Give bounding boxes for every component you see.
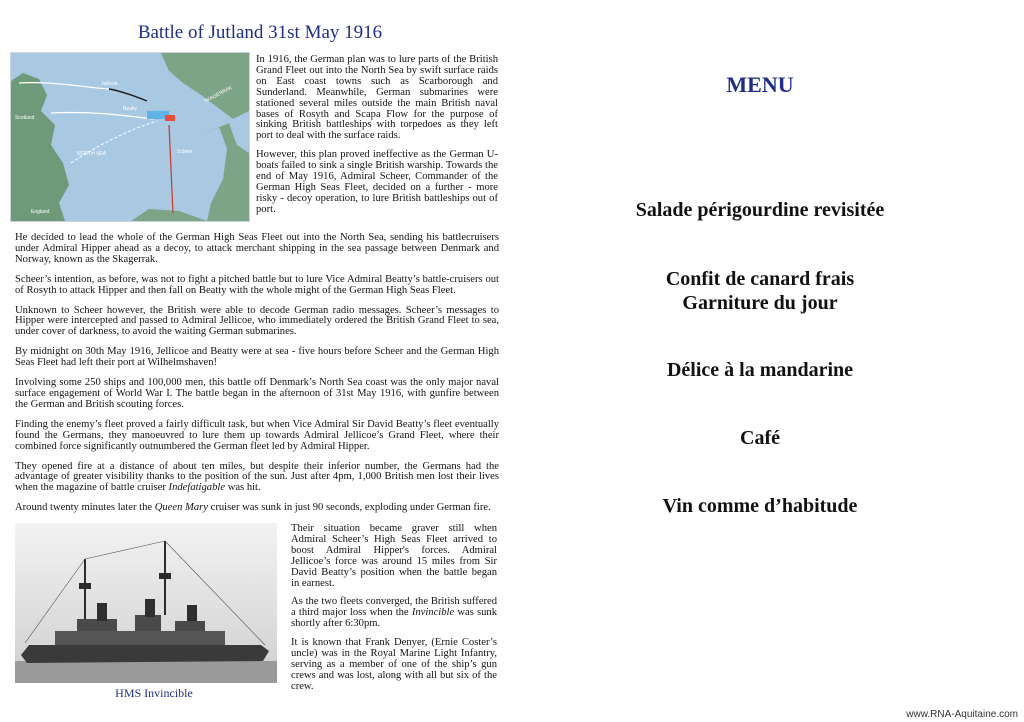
italic-run: Indefatigable [168, 482, 226, 494]
menu-item-wine [510, 494, 1010, 518]
right-page [510, 0, 1024, 722]
text-paragraph [15, 233, 499, 266]
left-page [0, 0, 510, 722]
text-run: He decided to lead the whole of the German High Seas Fleet out into the North Sea, sending his battlecruisers under Admiral Hipper ahead as a decoy, to attack merchant shipping in the sea passage between Denmark and Norway, known as the Skagerrak. [15, 232, 499, 265]
menu-item-line: Café [740, 427, 780, 449]
italic-run: Queen Mary [154, 502, 208, 514]
text-paragraph [15, 378, 499, 411]
jutland-map-image [10, 52, 250, 222]
text-run: was sunk shortly after 6:30pm. [291, 607, 497, 630]
menu-item-salad [510, 198, 1010, 222]
map-label-scotland: Scotland [15, 115, 35, 121]
ship-graphic [15, 523, 277, 683]
text-paragraph [15, 347, 499, 369]
text-run: They opened fire at a distance of about ten miles, but despite their inferior number, the Germans had the advantage of greater visibility thanks to the position of the sun. Just after 4pm, 1,000 British men lost their lives when the magazine of battle cruiser [15, 460, 499, 494]
menu-title: MENU [726, 72, 794, 97]
text-paragraph [15, 503, 499, 514]
text-run: Finding the enemy’s fleet proved a fairly difficult task, but when Vice Admiral Sir David Beatty’s fleet eventually found the Germans, they manoeuvred to lure them up towards Admiral Jellicoe’s Grand Fleet, where their combined force significantly outnumbered the German fleet led by Admiral Hipper. [15, 418, 499, 452]
text-run: As the two fleets converged, the British suffered a third major loss when the [291, 596, 497, 619]
map-label-england: England [31, 209, 50, 215]
intro-paragraph: However, this plan proved ineffective as the German U-boats failed to sink a single British warship. Towards the end of May 1916, Admiral Scheer, Commander of the German High Seas Fleet, decided on a further - more risky - decoy operation, to lure British battleships out of port. [256, 149, 498, 215]
intro-paragraph: In 1916, the German plan was to lure parts of the British Grand Fleet out into the North Sea by swift surface raids on East coast towns such as Scarborough and Sunderland. Meanwhile, German submarines were stationed several miles outside the main British naval bases of Rosyth and Scapa Flow for the purpose of sinking British battleships with torpedoes as they left port to deal with the surface raids. [256, 54, 498, 142]
document-title: Battle of Jutland 31st May 1916 [137, 22, 383, 43]
map-label-skagerrak: SKAGERRAK [203, 84, 234, 105]
menu-item-line: Salade périgourdine revisitée [635, 199, 885, 221]
text-run: Scheer’s intention, as before, was not to fight a pitched battle but to lure Vice Admiral Beatty’s battle-cruisers out of Rosyth to attack Hipper and then fall on Beatty with the whole might of the German High Seas Fleet. [15, 273, 499, 296]
menu-item-dessert [510, 358, 1010, 382]
menu-item-line: Confit de canard frais [665, 268, 855, 290]
body-text-column [15, 233, 499, 523]
text-paragraph [15, 275, 499, 297]
menu-item-line: Vin comme d’habitude [662, 495, 858, 517]
map-graphic [11, 53, 249, 221]
map-label-north-sea: NORTH SEA [77, 151, 107, 157]
text-paragraph [291, 597, 497, 630]
text-paragraph [15, 462, 499, 495]
menu-item-confit [510, 267, 1010, 315]
menu-item-line: Délice à la mandarine [666, 359, 854, 381]
text-paragraph [15, 306, 499, 339]
text-run: Their situation became graver still when Admiral Scheer’s High Seas Fleet arrived to boost Admiral Hipper's forces. Admiral Jellicoe’s force was around 15 miles from Sir David Beatty’s position when the battle began in earnest. [291, 523, 497, 589]
text-run: By midnight on 30th May 1916, Jellicoe and Beatty were at sea - five hours before Scheer and the German High Seas Fleet had left their port at Wilhelmshaven! [15, 346, 499, 369]
menu-item-line: Garniture du jour [682, 292, 838, 314]
map-label-scheer: Scheer [177, 149, 193, 155]
text-paragraph [291, 524, 497, 589]
ship-caption: HMS Invincible [115, 686, 193, 700]
text-run: It is known that Frank Denyer, (Ernie Coster’s uncle) was in the Royal Marine Light Infantry, serving as a member of one of the ship’s gun crews and was lost, along with all but six of the crew. [291, 637, 497, 692]
ship-photo [15, 523, 277, 683]
map-label-jellicoe: Jellicoe [101, 81, 118, 87]
text-run: Involving some 250 ships and 100,000 men, this battle off Denmark’s North Sea coast was the only major naval surface engagement of World War I. The battle began in the afternoon of 31st May 1916, with gunfire between the German and British scouting forces. [15, 377, 499, 410]
text-run: Around twenty minutes later the [15, 502, 155, 514]
ship-text-column [291, 524, 497, 701]
menu-item-coffee [510, 426, 1010, 450]
text-run: Unknown to Scheer however, the British were able to decode German radio messages. Scheer’s messages to Hipper were intercepted and passed to Admiral Jellicoe, who immediately ordered the British Grand Fleet to sea, under cover of darkness, to avoid the waiting German submarines. [15, 304, 499, 338]
text-run: was hit. [225, 482, 261, 494]
intro-text-column [256, 55, 498, 224]
text-paragraph [291, 638, 497, 693]
italic-run: Invincible [411, 607, 455, 619]
site-credit: www.RNA-Aquitaine.com [906, 709, 1018, 720]
map-label-beatty: Beatty [123, 106, 138, 112]
text-paragraph [15, 420, 499, 453]
text-run: cruiser was sunk in just 90 seconds, exploding under German fire. [208, 502, 491, 514]
